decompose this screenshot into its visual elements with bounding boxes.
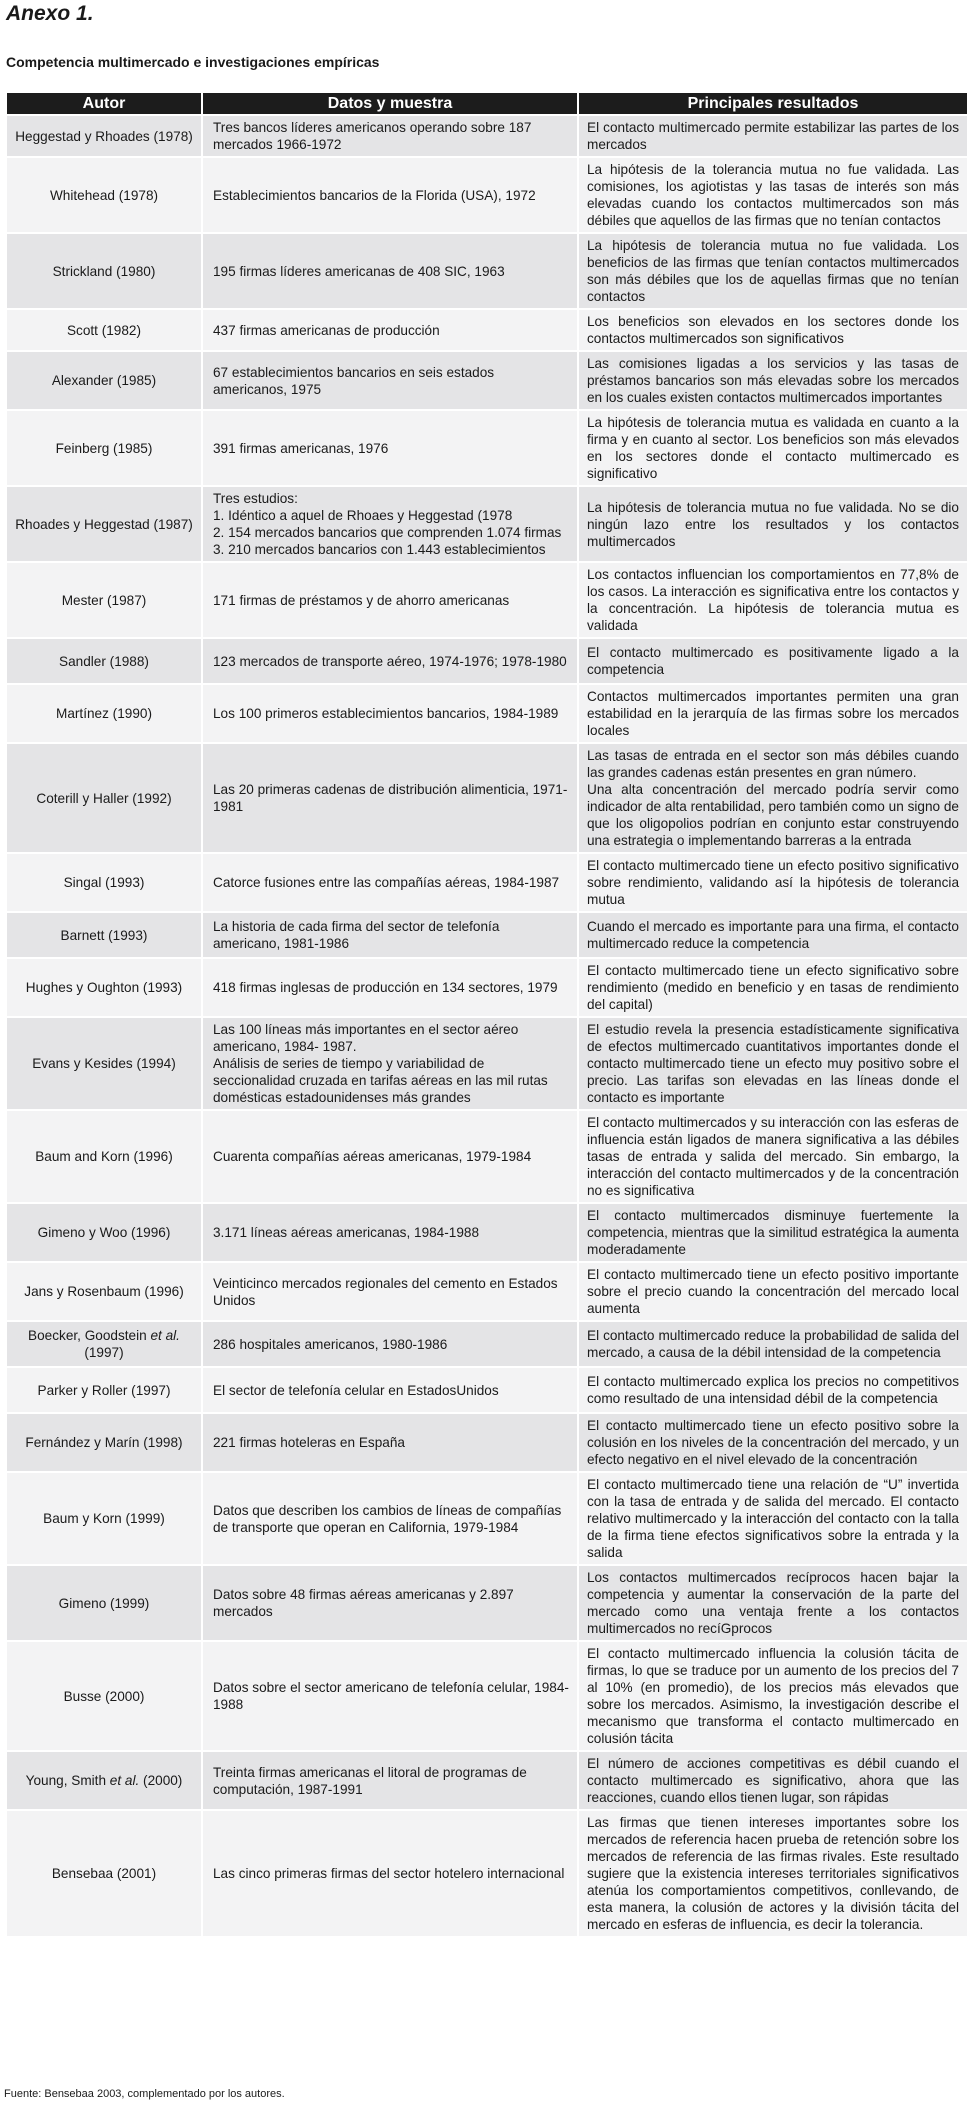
author-cell: [7, 1322, 201, 1366]
results-cell: Cuando el mercado es importante para una firma, el contacto multimercado reduce la competencia: [579, 913, 967, 957]
table-row: [7, 1566, 967, 1640]
author-cell: Parker y Roller (1997): [7, 1368, 201, 1412]
author-year-part: (2000): [139, 1773, 183, 1788]
data-sample-cell: [203, 1018, 577, 1109]
author-cell: Bensebaa (2001): [7, 1811, 201, 1936]
data-sample-cell: Cuarenta compañías aéreas americanas, 1979-1984: [203, 1111, 577, 1202]
table-row: [7, 1263, 967, 1320]
results-cell: El contacto multimercado reduce la probabilidad de salida del mercado, a causa de la débil intensidad de la competencia: [579, 1322, 967, 1366]
results-cell: El contacto multimercado tiene un efecto significativo sobre rendimiento (medido en beneficio y en tasas de rendimiento del capital): [579, 959, 967, 1016]
author-cell: Gimeno (1999): [7, 1566, 201, 1640]
table-row: [7, 234, 967, 308]
results-cell: La hipótesis de la tolerancia mutua no fue validada. Las comisiones, los agiotistas y las tasas de interés son más elevadas cuando los contactos multimercados son más débiles que aquellos de las firmas que no tenían contactos: [579, 158, 967, 232]
data-sample-cell: Datos sobre el sector americano de telefonía celular, 1984-1988: [203, 1642, 577, 1750]
column-header-author: Autor: [7, 93, 201, 114]
data-sample-cell: Veinticinco mercados regionales del cemento en Estados Unidos: [203, 1263, 577, 1320]
results-cell: El contacto multimercado permite estabilizar las partes de los mercados: [579, 116, 967, 156]
table-row: [7, 411, 967, 485]
author-cell: Fernández y Marín (1998): [7, 1414, 201, 1471]
author-cell: Rhoades y Heggestad (1987): [7, 487, 201, 561]
table-body: [7, 116, 967, 1936]
table-row: [7, 1111, 967, 1202]
data-sample-cell: 123 mercados de transporte aéreo, 1974-1976; 1978-1980: [203, 639, 577, 683]
results-cell: El contacto multimercado explica los precios no competitivos como resultado de una intensidad débil de la competencia: [579, 1368, 967, 1412]
table-row: [7, 352, 967, 409]
data-sample-cell: Datos que describen los cambios de líneas de compañías de transporte que operan en California, 1979-1984: [203, 1473, 577, 1564]
column-header-data: Datos y muestra: [203, 93, 577, 114]
author-cell: Jans y Rosenbaum (1996): [7, 1263, 201, 1320]
studies-table: [5, 91, 969, 1938]
data-sample-cell: 195 firmas líderes americanas de 408 SIC, 1963: [203, 234, 577, 308]
author-cell: Alexander (1985): [7, 352, 201, 409]
table-header-row: [7, 93, 967, 114]
results-cell: La hipótesis de tolerancia mutua no fue validada. Los beneficios de las firmas que tenían contactos multimercados son más débiles que los de aquellas firmas que no tenían contactos: [579, 234, 967, 308]
author-cell: Baum y Korn (1999): [7, 1473, 201, 1564]
table-row: [7, 116, 967, 156]
data-sample-cell: 67 establecimientos bancarios en seis estados americanos, 1975: [203, 352, 577, 409]
author-cell: Barnett (1993): [7, 913, 201, 957]
author-year-part: (1997): [84, 1345, 124, 1360]
data-sample-line: 2. 154 mercados bancarios que comprenden 1.074 firmas: [213, 525, 562, 540]
results-cell: El estudio revela la presencia estadísticamente significativa de efectos multimercado cuantitativos importantes donde el contacto multimercado tiene un efecto muy positivo sobre el precio. Las tarifas son elevadas en las líneas donde el contacto es importante: [579, 1018, 967, 1109]
table-row: [7, 685, 967, 742]
data-sample-line: Tres estudios:: [213, 491, 298, 506]
results-line: Las tasas de entrada en el sector son más débiles cuando las grandes cadenas están presentes en gran número.: [587, 748, 959, 780]
author-name-part: Young, Smith: [25, 1773, 110, 1788]
data-sample-cell: 437 firmas americanas de producción: [203, 310, 577, 350]
results-cell: El número de acciones competitivas es débil cuando el contacto multimercado es significativo, ahora que las reacciones, cuando ellos tienen lugar, son rápidas: [579, 1752, 967, 1809]
data-sample-cell: Las 20 primeras cadenas de distribución alimenticia, 1971-1981: [203, 744, 577, 852]
results-cell: Contactos multimercados importantes permiten una gran estabilidad en la jerarquía de las firmas sobre los mercados locales: [579, 685, 967, 742]
annex-title: Anexo 1.: [6, 2, 94, 25]
data-sample-line: 3. 210 mercados bancarios con 1.443 establecimientos: [213, 542, 546, 557]
results-cell: Las comisiones ligadas a los servicios y las tasas de préstamos bancarios son más elevadas sobre los mercados en los cuales existen contactos multimercados importantes: [579, 352, 967, 409]
results-cell: El contacto multimercados y su interacción con las esferas de influencia están ligados de manera significativa a las débiles tasas de entrada y salida del mercado. Sin embargo, la interacción del contacto multimercados y de la concentración no es significativa: [579, 1111, 967, 1202]
author-et-al: et al.: [109, 1773, 140, 1788]
data-sample-cell: Datos sobre 48 firmas aéreas americanas y 2.897 mercados: [203, 1566, 577, 1640]
table-row: [7, 310, 967, 350]
table-row: [7, 1473, 967, 1564]
data-sample-line: 1. Idéntico a aquel de Rhoaes y Heggestad (1978: [213, 508, 513, 523]
author-cell: Baum and Korn (1996): [7, 1111, 201, 1202]
table-subtitle: Competencia multimercado e investigaciones empíricas: [6, 54, 380, 70]
data-sample-cell: Treinta firmas americanas el litoral de programas de computación, 1987-1991: [203, 1752, 577, 1809]
author-cell: Gimeno y Woo (1996): [7, 1204, 201, 1261]
data-sample-cell: Los 100 primeros establecimientos bancarios, 1984-1989: [203, 685, 577, 742]
results-cell: El contacto multimercado tiene un efecto positivo significativo sobre rendimiento, validando así la hipótesis de tolerancia mutua: [579, 854, 967, 911]
results-cell: Los beneficios son elevados en los sectores donde los contactos multimercados son significativos: [579, 310, 967, 350]
author-cell: Mester (1987): [7, 563, 201, 637]
data-sample-line: Análisis de series de tiempo y variabilidad de seccionalidad cruzada en tarifas aéreas en las mil rutas domésticas estadounidenses más grandes: [213, 1056, 548, 1105]
table-row: [7, 158, 967, 232]
data-sample-cell: El sector de telefonía celular en EstadosUnidos: [203, 1368, 577, 1412]
table-row: [7, 487, 967, 561]
results-cell: Los contactos multimercados recíprocos hacen bajar la competencia y aumentar la conservación de la parte del mercado como una ventaja frente a los contactos multimercados no recíGprocos: [579, 1566, 967, 1640]
table-row: [7, 1322, 967, 1366]
table-row: [7, 1368, 967, 1412]
data-sample-line: Las 100 líneas más importantes en el sector aéreo americano, 1984- 1987.: [213, 1022, 519, 1054]
author-cell: [7, 1752, 201, 1809]
author-et-al: et al.: [150, 1328, 180, 1343]
results-cell: El contacto multimercado influencia la colusión tácita de firmas, lo que se traduce por un aumento de los precios del 7 al 10% (en promedio), de los precios más elevados que sobre los mercados. Asimismo, la investigación describe el mecanismo que transforma el contacto multimercado en colusión tácita: [579, 1642, 967, 1750]
table-row: [7, 959, 967, 1016]
author-cell: Feinberg (1985): [7, 411, 201, 485]
data-sample-cell: Catorce fusiones entre las compañías aéreas, 1984-1987: [203, 854, 577, 911]
table-row: [7, 1414, 967, 1471]
results-cell: El contacto multimercados disminuye fuertemente la competencia, mientras que la similitud estratégica la aumenta moderadamente: [579, 1204, 967, 1261]
author-cell: Busse (2000): [7, 1642, 201, 1750]
table-row: [7, 744, 967, 852]
data-sample-cell: Las cinco primeras firmas del sector hotelero internacional: [203, 1811, 577, 1936]
author-cell: Sandler (1988): [7, 639, 201, 683]
results-cell: El contacto multimercado es positivamente ligado a la competencia: [579, 639, 967, 683]
results-cell: El contacto multimercado tiene un efecto positivo sobre la colusión en los niveles de la concentración del mercado, y un efecto negativo en el nivel elevado de la concentración: [579, 1414, 967, 1471]
table-row: [7, 1204, 967, 1261]
results-cell: La hipótesis de tolerancia mutua es validada en cuanto a la firma y en cuanto al sector. Los beneficios son más elevados en los sectores donde el contacto multimercado es significativo: [579, 411, 967, 485]
data-sample-cell: Establecimientos bancarios de la Florida (USA), 1972: [203, 158, 577, 232]
results-cell: [579, 744, 967, 852]
data-sample-cell: Tres bancos líderes americanos operando sobre 187 mercados 1966-1972: [203, 116, 577, 156]
author-cell: Martínez (1990): [7, 685, 201, 742]
data-sample-cell: 171 firmas de préstamos y de ahorro americanas: [203, 563, 577, 637]
table-row: [7, 854, 967, 911]
author-cell: Hughes y Oughton (1993): [7, 959, 201, 1016]
data-sample-cell: [203, 487, 577, 561]
results-cell: Las firmas que tienen intereses importantes sobre los mercados de referencia hacen prueba de retención sobre los mercados de referencia de las firmas rivales. Este resultado sugiere que la existencia intereses territoriales significativos atenúa los comportamientos competitivos, conllevando, de esta manera, la colusión de actores y la división tácita del mercado en esferas de influencia, es decir la tolerancia.: [579, 1811, 967, 1936]
data-sample-cell: 3.171 líneas aéreas americanas, 1984-1988: [203, 1204, 577, 1261]
column-header-results: Principales resultados: [579, 93, 967, 114]
results-cell: La hipótesis de tolerancia mutua no fue validada. No se dio ningún lazo entre los resultados y los contactos multimercados: [579, 487, 967, 561]
source-note: Fuente: Bensebaa 2003, complementado por los autores.: [4, 2088, 285, 2100]
author-cell: Coterill y Haller (1992): [7, 744, 201, 852]
table-row: [7, 913, 967, 957]
data-sample-cell: 418 firmas inglesas de producción en 134 sectores, 1979: [203, 959, 577, 1016]
results-cell: El contacto multimercado tiene una relación de “U” invertida con la tasa de entrada y de salida del mercado. El contacto relativo multimercado y la interacción del contacto con la talla de la firma tiene efectos significativos sobre la entrada y la salida: [579, 1473, 967, 1564]
results-cell: El contacto multimercado tiene un efecto positivo importante sobre el precio cuando la concentración del mercado local aumenta: [579, 1263, 967, 1320]
author-cell: Heggestad y Rhoades (1978): [7, 116, 201, 156]
data-sample-cell: 286 hospitales americanos, 1980-1986: [203, 1322, 577, 1366]
author-cell: Strickland (1980): [7, 234, 201, 308]
author-cell: Scott (1982): [7, 310, 201, 350]
data-sample-cell: 391 firmas americanas, 1976: [203, 411, 577, 485]
table-row: [7, 1811, 967, 1936]
author-cell: Singal (1993): [7, 854, 201, 911]
results-line: Una alta concentración del mercado podría servir como indicador de alta rentabilidad, pero también como un signo de que los oligopolios podrían en conjunto estar construyendo una estrategia o implementando barreras a la entrada: [587, 782, 959, 848]
table-row: [7, 1018, 967, 1109]
table-row: [7, 563, 967, 637]
author-name-part: Boecker, Goodstein: [28, 1328, 151, 1343]
table-row: [7, 639, 967, 683]
table-row: [7, 1642, 967, 1750]
table-row: [7, 1752, 967, 1809]
author-cell: Evans y Kesides (1994): [7, 1018, 201, 1109]
results-cell: Los contactos influencian los comportamientos en 77,8% de los casos. La interacción es significativa entre los contactos y la concentración. La hipótesis de tolerancia mutua es validada: [579, 563, 967, 637]
data-sample-cell: La historia de cada firma del sector de telefonía americano, 1981-1986: [203, 913, 577, 957]
data-sample-cell: 221 firmas hoteleras en España: [203, 1414, 577, 1471]
author-cell: Whitehead (1978): [7, 158, 201, 232]
